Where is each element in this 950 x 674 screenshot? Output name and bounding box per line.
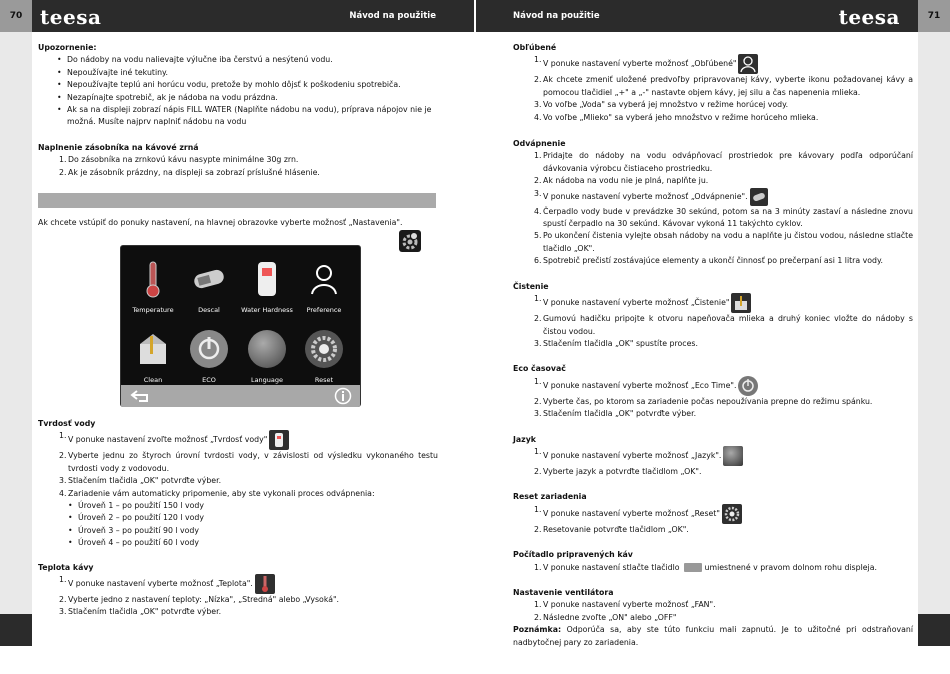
left-margin-block: [0, 614, 32, 646]
list-item: 3. Vo voľbe „Voda" sa vyberá jej množstvo v režime horúcej vody.: [534, 100, 789, 110]
thermometer-icon: [134, 260, 172, 298]
tile-clean[interactable]: [123, 324, 183, 392]
tile-label: Water Hardness: [241, 306, 293, 314]
list-item: • Nezapínajte spotrebič, ak je nádoba na vodu prázdna.: [67, 92, 438, 104]
temperature-title: Teplota kávy: [38, 562, 94, 572]
list-item: 5. Po ukončení čistenia vylejte obsah nádoby na vodu a naplňte ju čistou vodou, následne stlačte tlačidlo „OK".: [534, 231, 913, 253]
water-hardness-icon: [248, 260, 286, 298]
right-header: [476, 0, 950, 32]
list-item: 2. Ak nádoba na vodu nie je plná, naplňte ju.: [534, 176, 709, 186]
list-item: 2. Resetovanie potvrďte tlačidlom „OK".: [534, 524, 689, 534]
list-item: 3. Stlačením tlačidla „OK" potvrďte výber.: [534, 409, 697, 419]
left-margin-strip: [0, 32, 32, 614]
tile-label: Reset: [314, 376, 334, 384]
beans-title: Naplnenie zásobníka na kávové zrná: [38, 142, 199, 152]
temperature-steps: [38, 574, 438, 619]
list-item: 2. Vyberte jazyk a potvrďte tlačidlom „OK".: [534, 466, 702, 476]
tile-preference[interactable]: [294, 254, 354, 322]
right-margin-block: [918, 614, 950, 646]
list-item: 2. Gumovú hadičku pripojte k otvoru napeňovača mlieka a druhý koniec vložte do nádoby s čistou vodou.: [534, 314, 913, 336]
list-item: 1. Pridajte do nádoby na vodu odvápňovací prostriedok pre kávovary podľa odporúčaní dávkovania výrobcu čistiaceho prostriedku.: [534, 151, 913, 173]
reset-gear-icon: [305, 330, 343, 368]
descaling-title: Odvápnenie: [513, 139, 566, 149]
fan-steps: [513, 599, 913, 624]
section-bar: [38, 193, 436, 208]
page-number: 71: [918, 0, 950, 32]
water-hardness-icon: [269, 430, 289, 450]
list-item: 1. V ponuke nastavení vyberte možnosť „FAN".: [534, 600, 716, 610]
reset-gear-icon: [722, 504, 742, 524]
beans-steps: [38, 154, 438, 179]
list-item: • Do nádoby na vodu nalievajte výlučne iba čerstvú a nesýtenú vodu.: [67, 54, 438, 66]
hardness-title: Tvrdosť vody: [38, 419, 96, 428]
clean-icon: [134, 330, 172, 368]
tile-descal[interactable]: [179, 254, 239, 322]
header-title: Návod na použitie: [513, 11, 600, 21]
counter-title: Počítadlo pripravených káv: [513, 550, 633, 560]
user-icon: [738, 54, 758, 74]
descale-icon: [190, 260, 228, 298]
power-icon: [190, 330, 228, 368]
hardness-levels: [38, 500, 438, 550]
settings-icon: [399, 230, 421, 252]
right-column: [513, 38, 913, 649]
list-item: 2. Vyberte jednu zo štyroch úrovní tvrdosti vody, v závislosti od výsledku vykonaného testu tvrdosti vody z vodovodu.: [59, 451, 438, 473]
left-column: [38, 38, 438, 229]
list-item: • Ak sa na displeji zobrazí nápis FILL WATER (Naplňte nádobu na vodu), príprava nápojov nie je možná. Musíte najprv naplniť nádobu na vodu: [67, 104, 438, 129]
list-item: • Úroveň 3 – po použití 90 l vody: [78, 525, 438, 537]
left-header: [0, 0, 474, 32]
tile-label: Descal: [198, 306, 220, 314]
warning-list: [38, 54, 438, 128]
header-title: Návod na použitie: [349, 11, 436, 21]
list-item: 3. V ponuke nastavení vyberte možnosť „Odvápnenie".: [534, 188, 913, 206]
fan-title: Nastavenie ventilátora: [513, 587, 614, 597]
list-item: 1. V ponuke nastavení vyberte možnosť „Jazyk".: [534, 446, 913, 466]
page-number: 70: [0, 0, 32, 32]
list-item: • Nepoužívajte iné tekutiny.: [67, 67, 438, 79]
tile-eco[interactable]: [179, 324, 239, 392]
list-item: 2. Vyberte čas, po ktorom sa zariadenie počas nepoužívania prepne do režimu spánku.: [534, 396, 873, 406]
list-item: • Úroveň 4 – po použití 60 l vody: [78, 537, 438, 549]
list-item: • Úroveň 1 – po použití 150 l vody: [78, 500, 438, 512]
left-column-lower: [38, 418, 438, 619]
user-icon: [305, 260, 343, 298]
list-item: 2. Následne zvoľte „ON" alebo „OFF": [534, 612, 677, 622]
list-item: 1. V ponuke nastavení stlačte tlačidlo umiestnené v pravom dolnom rohu displeja.: [534, 562, 877, 572]
settings-screen: [120, 245, 361, 407]
globe-icon: [248, 330, 286, 368]
tile-language[interactable]: [237, 324, 297, 392]
back-icon[interactable]: [129, 389, 151, 403]
tile-temperature[interactable]: [123, 254, 183, 322]
descale-icon: [750, 188, 768, 206]
tile-label: Temperature: [132, 306, 174, 314]
power-icon: [738, 376, 758, 396]
list-item: 4. Vo voľbe „Mlieko" sa vyberá jeho množstvo v režime horúceho mlieka.: [534, 112, 819, 122]
list-item: 6. Spotrebič prečistí zostávajúce elementy a ukončí činnosť po prečerpaní asi 1 litra vody.: [534, 256, 883, 266]
list-item: • Úroveň 2 – po použití 120 l vody: [78, 512, 438, 524]
tile-label: ECO: [202, 376, 216, 384]
eco-steps: [513, 376, 913, 421]
list-item: • Nepoužívajte teplú ani horúcu vodu, pretože by mohlo dôjsť k poškodeniu spotrebiča.: [67, 79, 438, 91]
thermometer-icon: [255, 574, 275, 594]
tile-label: Preference: [306, 306, 342, 314]
list-item: 1. Do zásobníka na zrnkovú kávu nasypte minimálne 30g zrn.: [59, 155, 299, 165]
language-title: Jazyk: [513, 434, 536, 444]
list-item: 3. Stlačením tlačidla „OK" potvrďte výber.: [59, 607, 222, 617]
warning-title: Upozornenie:: [38, 43, 97, 52]
counter-steps: [513, 562, 913, 574]
info-button-icon: [684, 563, 702, 572]
language-steps: [513, 446, 913, 478]
eco-title: Eco časovač: [513, 364, 566, 374]
screen-footer: [121, 385, 360, 407]
list-item: 2. Vyberte jedno z nastavení teploty: „Nízka", „Stredná" alebo „Vysoká".: [59, 595, 340, 605]
info-icon[interactable]: [334, 387, 352, 405]
tile-reset[interactable]: [294, 324, 354, 392]
list-item: 1. V ponuke nastavení vyberte možnosť „Obľúbené": [534, 54, 913, 74]
note-text: Odporúča sa, aby ste túto funkciu mali zapnutú. Je to užitočné pri odstraňovaní nadbytočnej pary zo zariadenia.: [513, 625, 913, 647]
list-item: 4. Zariadenie vám automaticky pripomenie, aby ste vykonali proces odvápnenia:: [59, 488, 375, 498]
note-label: Poznámka:: [513, 625, 562, 635]
favourite-title: Obľúbené: [513, 43, 557, 52]
descaling-steps: [513, 150, 913, 267]
reset-title: Reset zariadenia: [513, 492, 587, 502]
favourite-steps: [513, 54, 913, 124]
cleaning-steps: [513, 293, 913, 350]
note: [513, 624, 913, 649]
hardness-steps: [38, 430, 438, 500]
settings-intro: Ak chcete vstúpiť do ponuky nastavení, na hlavnej obrazovke vyberte možnosť „Nastavenia".: [38, 218, 403, 228]
list-item: 2. Ak chcete zmeniť uložené predvoľby pripravovanej kávy, vyberte ikonu požadovanej kávy a pomocou tlačidiel „+" a „-" nastavte objem kávy, jej silu a čas napenenia mlieka.: [534, 75, 913, 97]
globe-icon: [723, 446, 743, 466]
brand-logo: teesa: [838, 5, 900, 29]
tile-label: Clean: [143, 376, 163, 384]
brand-logo: teesa: [40, 5, 102, 29]
list-item: 4. Čerpadlo vody bude v prevádzke 30 sekúnd, potom sa na 3 minúty zastaví a následne znovu spustí čerpadlo na 30 sekúnd. Kávovar vykoná 11 takýchto cyklov.: [534, 206, 913, 229]
clean-icon: [731, 293, 751, 313]
list-item: 1. V ponuke nastavení vyberte možnosť „Reset": [534, 504, 913, 524]
right-margin-strip: [918, 32, 950, 614]
list-item: 2. Ak je zásobník prázdny, na displeji sa zobrazí príslušné hlásenie.: [59, 167, 320, 177]
list-item: 3. Stlačením tlačidla „OK" potvrďte výber.: [59, 476, 222, 486]
list-item: 1. V ponuke nastavení vyberte možnosť „Teplota".: [59, 574, 438, 594]
list-item: 1. V ponuke nastavení vyberte možnosť „Eco Time".: [534, 376, 913, 396]
tile-label: Language: [250, 376, 284, 384]
reset-steps: [513, 504, 913, 536]
cleaning-title: Čistenie: [513, 281, 549, 291]
list-item: 1. V ponuke nastavení vyberte možnosť „Čistenie": [534, 293, 913, 313]
list-item: 1. V ponuke nastavení zvoľte možnosť „Tvrdosť vody": [59, 430, 438, 450]
tile-water-hardness[interactable]: [237, 254, 297, 322]
list-item: 3. Stlačením tlačidla „OK" spustíte proces.: [534, 338, 698, 348]
